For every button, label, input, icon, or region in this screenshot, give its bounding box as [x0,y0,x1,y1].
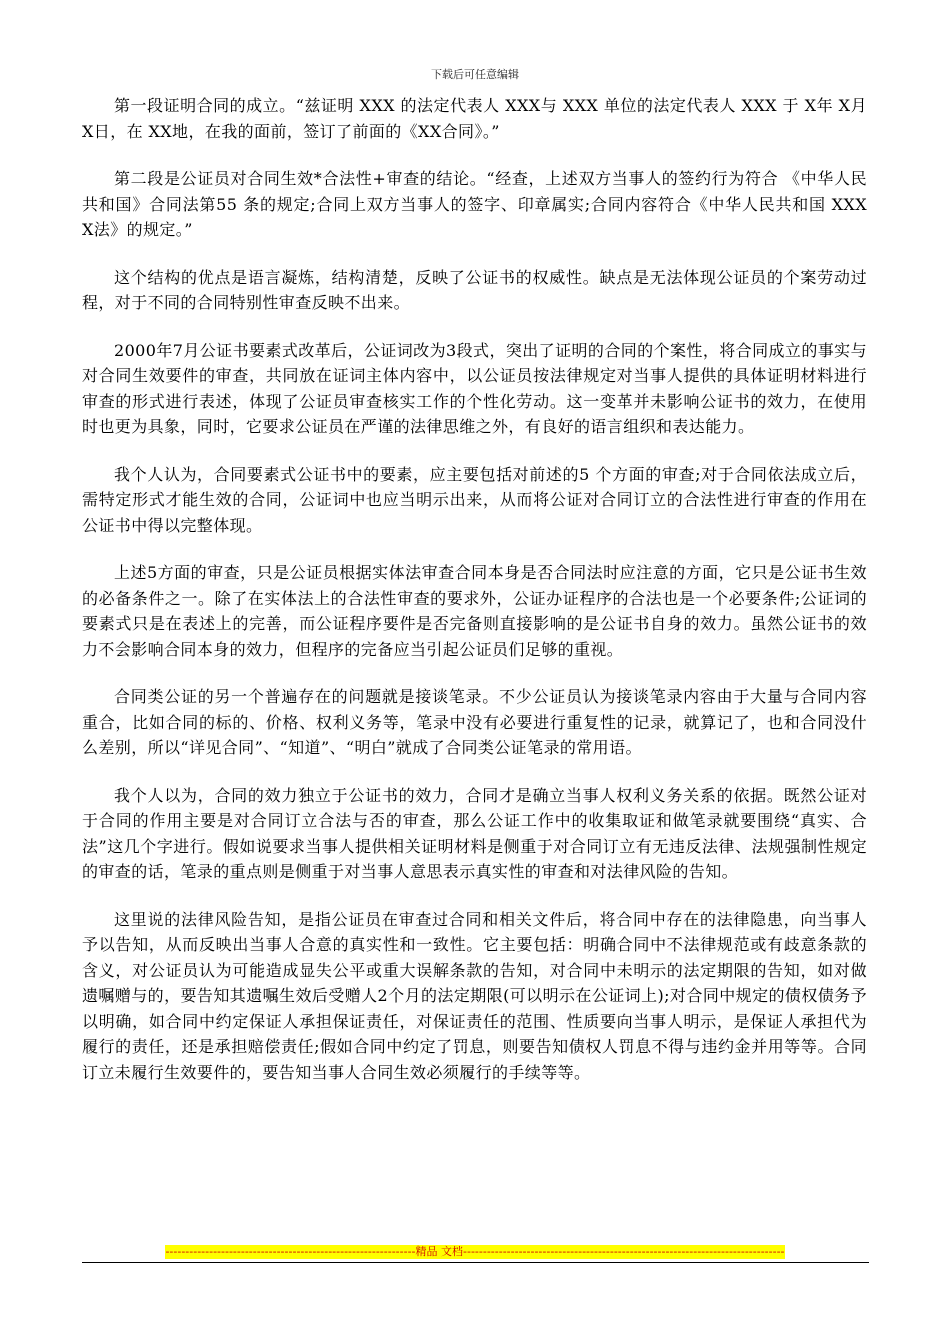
paragraph-6: 上述5方面的审查，只是公证员根据实体法审查合同本身是否合同法时应注意的方面，它只是公证书生效的必备条件之一。除了在实体法上的合法性审查的要求外，公证办证程序的合法也是一个必要条件;公证词的要素式只是在表述上的完善，而公证程序要件是否完备则直接影响的是公证书自身的效力。虽然公证书的效力不会影响合同本身的效力，但程序的完备应当引起公证员们足够的重视。 [82,563,867,659]
paragraph-2: 第二段是公证员对合同生效*合法性+审查的结论。“经查，上述双方当事人的签约行为符合 《中华人民共和国》合同法第55 条的规定;合同上双方当事人的签字、印章属实;合同内容符合《中华人民共和国 XXX X法》的规定。” [82,169,867,239]
header-note: 下载后可任意编辑 [431,68,519,81]
paragraph-9: 这里说的法律风险告知，是指公证员在审查过合同和相关文件后，将合同中存在的法律隐患，向当事人予以告知，从而反映出当事人合意的真实性和一致性。它主要包括：明确合同中不法律规范或有歧意条款的含义，对公证员认为可能造成显失公平或重大误解条款的告知，对合同中未明示的法定期限的告知，如对做遗嘱赠与的，要告知其遗嘱生效后受赠人2个月的法定期限(可以明示在公证词上);对合同中规定的债权债务予以明确，如合同中约定保证人承担保证责任，对保证责任的范围、性质要向当事人明示，是保证人承担代为履行的责任，还是承担赔偿责任;假如合同中约定了罚息，则要告知债权人罚息不得与违约金并用等等。合同订立未履行生效要件的，要告知当事人合同生效必须履行的手续等等。 [82,909,867,1082]
footer-rule [82,1262,869,1263]
paragraph-1: 第一段证明合同的成立。“兹证明 XXX 的法定代表人 XXX与 XXX 单位的法定代表人 XXX 于 X年 X月 X日，在 XX地，在我的面前，签订了前面的《XX合同》。” [82,96,867,141]
paragraph-4: 2000年7月公证书要素式改革后，公证词改为3段式，突出了证明的合同的个案性，将合同成立的事实与对合同生效要件的审查，共同放在证词主体内容中，以公证员按法律规定对当事人提供的具体证明材料进行审查的形式进行表述，体现了公证员审查核实工作的个性化劳动。这一变革并未影响公证书的效力，在使用时也更为具象，同时，它要求公证员在严谨的法律思维之外，有良好的语言组织和表达能力。 [82,340,867,436]
footer-text: ---------------------------------------------------------------精品 文档--------------------------------------------------------------------------------- [165,1245,785,1258]
paragraph-3: 这个结构的优点是语言凝炼，结构清楚，反映了公证书的权威性。缺点是无法体现公证员的个案劳动过程，对于不同的合同特别性审查反映不出来。 [82,267,867,312]
paragraph-7: 合同类公证的另一个普遍存在的问题就是接谈笔录。不少公证员认为接谈笔录内容由于大量与合同内容重合，比如合同的标的、价格、权利义务等，笔录中没有必要进行重复性的记录，就算记了，也和合同没什么差别，所以“详见合同”、“知道”、“明白”就成了合同类公证笔录的常用语。 [82,687,867,757]
paragraph-8: 我个人以为，合同的效力独立于公证书的效力，合同才是确立当事人权利义务关系的依据。既然公证对于合同的作用主要是对合同订立合法与否的审查，那么公证工作中的收集取证和做笔录就要围绕“真实、合法”这几个字进行。假如说要求当事人提供相关证明材料是侧重于对合同订立有无违反法律、法规强制性规定的审查的话，笔录的重点则是侧重于对当事人意思表示真实性的审查和对法律风险的告知。 [82,785,867,881]
body-text [82,93,867,1107]
paragraph-5: 我个人认为，合同要素式公证书中的要素，应主要包括对前述的5 个方面的审查;对于合同依法成立后，需特定形式才能生效的合同，公证词中也应当明示出来，从而将公证对合同订立的合法性进行审查的作用在公证书中得以完整体现。 [82,464,867,535]
